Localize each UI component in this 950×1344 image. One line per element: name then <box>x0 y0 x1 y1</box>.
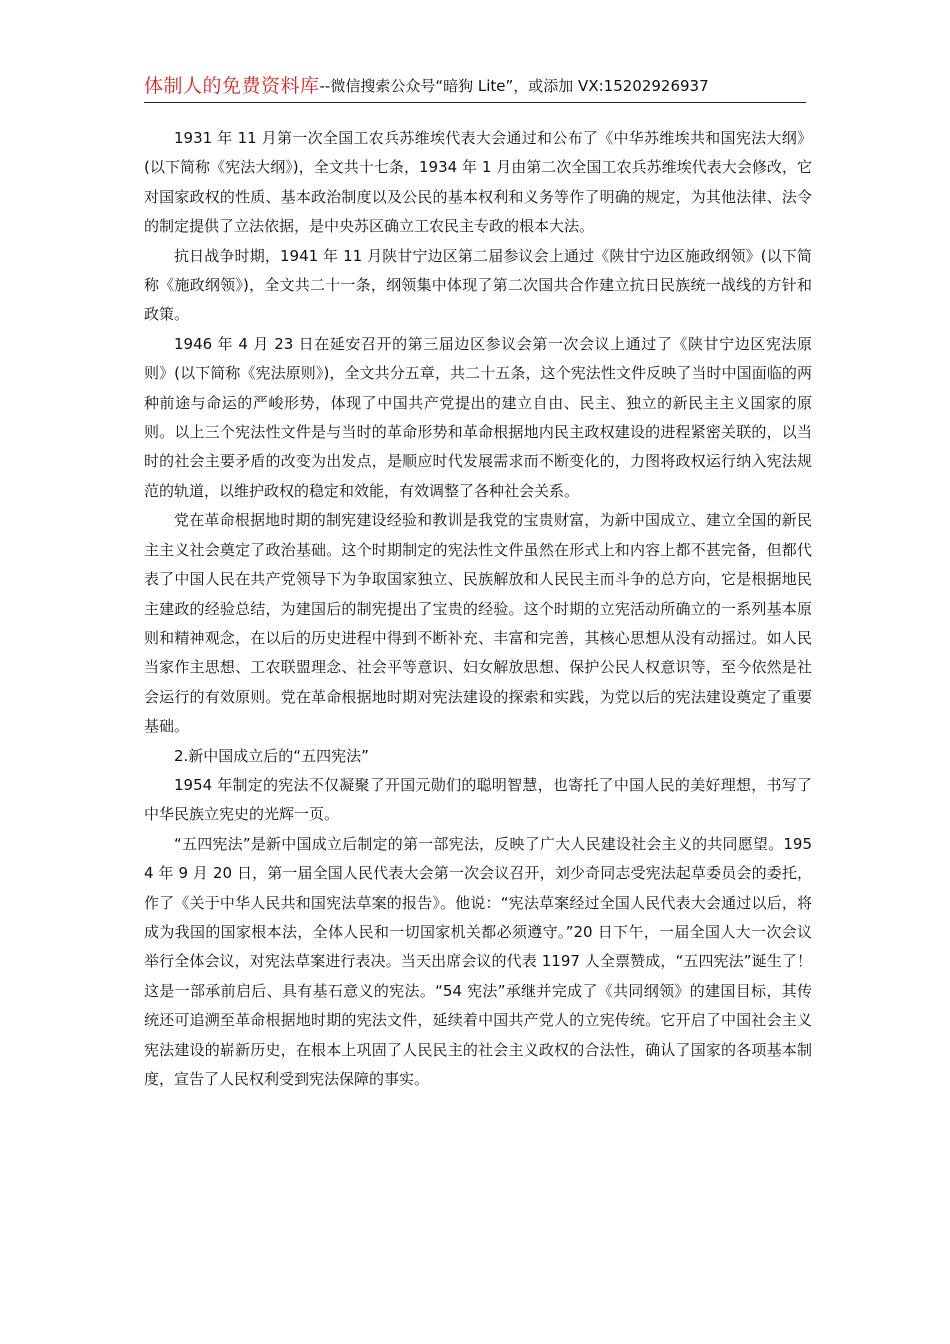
paragraph-6: “五四宪法”是新中国成立后制定的第一部宪法，反映了广大人民建设社会主义的共同愿望。1954 年 9 月 20 日，第一届全国人民代表大会第一次会议召开，刘少奇同志受宪法起草委员会的委托，作了《关于中华人民共和国宪法草案的报告》。他说：“宪法草案经过全国人民代表大会通过以后，将成为我国的国家根本法，全体人民和一切国家机关都必须遵守。”20 日下午，一届全国人大一次会议举行全体会议，对宪法草案进行表决。当天出席会议的代表 1197 人全票赞成，“五四宪法”诞生了！这是一部承前启后、具有基石意义的宪法。“54 宪法”承继并完成了《共同纲领》的建国目标，其传统还可追溯至革命根据地时期的宪法文件，延续着中国共产党人的立宪传统。它开启了中国社会主义宪法建设的崭新历史，在根本上巩固了人民民主的社会主义政权的合法性，确认了国家的各项基本制度，宣告了人民权利受到宪法保障的事实。 <box>144 834 812 1088</box>
document-body <box>144 124 812 1094</box>
paragraph-3: 1946 年 4 月 23 日在延安召开的第三届边区参议会第一次会议上通过了《陕甘宁边区宪法原则》(以下简称《宪法原则》)，全文共分五章，共二十五条，这个宪法性文件反映了当时中国面临的两种前途与命运的严峻形势，体现了中国共产党提出的建立自由、民主、独立的新民主主义国家的原则。以上三个宪法性文件是与当时的革命形势和革命根据地内民主政权建设的进程紧密关联的，以当时的社会主要矛盾的改变为出发点，是顺应时代发展需求而不断变化的，力图将政权运行纳入宪法规范的轨道，以维护政权的稳定和效能，有效调整了各种社会关系。 <box>144 334 812 500</box>
section-heading: 2.新中国成立后的“五四宪法” <box>174 746 369 765</box>
paragraph-5: 1954 年制定的宪法不仅凝聚了开国元勋们的聪明智慧，也寄托了中国人民的美好理想，书写了中华民族立宪史的光辉一页。 <box>144 775 812 824</box>
header-brand: 体制人的免费资料库 <box>144 75 320 97</box>
paragraph-2: 抗日战争时期，1941 年 11 月陕甘宁边区第二届参议会上通过《陕甘宁边区施政纲领》(以下简称《施政纲领》)，全文共二十一条，纲领集中体现了第二次国共合作建立抗日民族统一战线的方针和政策。 <box>144 246 812 324</box>
page-header <box>144 72 806 103</box>
header-note: --微信搜索公众号“暗狗 Lite”，或添加 VX:15202926937 <box>319 77 709 95</box>
paragraph-4: 党在革命根据地时期的制宪建设经验和教训是我党的宝贵财富，为新中国成立、建立全国的新民主主义社会奠定了政治基础。这个时期制定的宪法性文件虽然在形式上和内容上都不甚完备，但都代表了中国人民在共产党领导下为争取国家独立、民族解放和人民民主而斗争的总方向，它是根据地民主建政的经验总结，为建国后的制宪提出了宝贵的经验。这个时期的立宪活动所确立的一系列基本原则和精神观念，在以后的历史进程中得到不断补充、丰富和完善，其核心思想从没有动摇过。如人民当家作主思想、工农联盟理念、社会平等意识、妇女解放思想、保护公民人权意识等，至今依然是社会运行的有效原则。党在革命根据地时期对宪法建设的探索和实践，为党以后的宪法建设奠定了重要基础。 <box>144 511 812 736</box>
paragraph-1: 1931 年 11 月第一次全国工农兵苏维埃代表大会通过和公布了《中华苏维埃共和国宪法大纲》(以下简称《宪法大纲》)，全文共十七条，1934 年 1 月由第二次全国工农兵苏维埃代表大会修改，它对国家政权的性质、基本政治制度以及公民的基本权利和义务等作了明确的规定，为其他法律、法令的制定提供了立法依据，是中央苏区确立工农民主专政的根本大法。 <box>144 129 812 236</box>
